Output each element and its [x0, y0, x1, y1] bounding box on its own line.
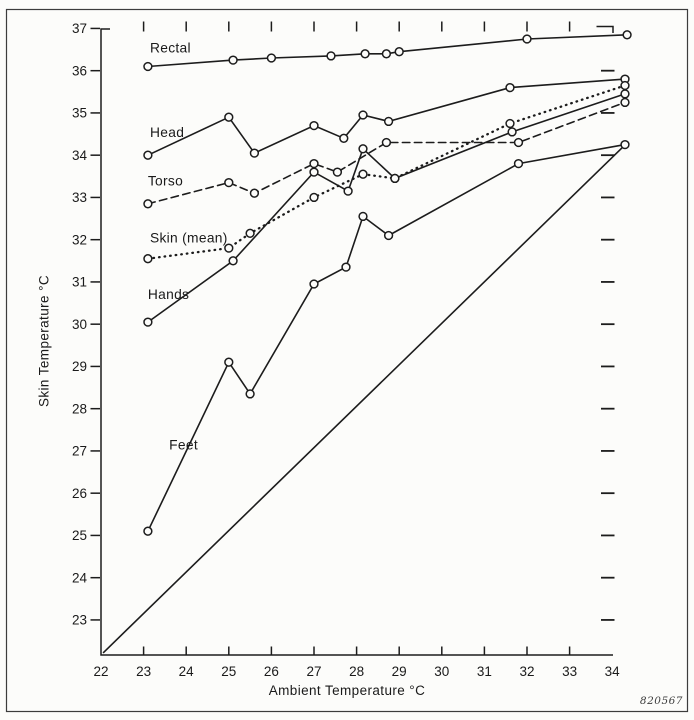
y-tick-label: 36: [71, 63, 87, 79]
data-point-rectal: [383, 50, 391, 58]
data-point-head: [251, 149, 259, 157]
data-point-torso: [515, 139, 523, 147]
curve-label-feet: Feet: [169, 437, 198, 453]
data-point-skin-mean-: [621, 82, 629, 90]
data-point-torso: [144, 200, 152, 208]
data-point-head: [225, 113, 233, 121]
figure-number: 820567: [639, 695, 683, 707]
x-tick-label: 29: [391, 664, 407, 679]
data-point-hands: [229, 257, 237, 265]
top-right-corner-mark: [597, 27, 614, 34]
data-point-feet: [385, 232, 393, 240]
data-point-torso: [621, 99, 629, 107]
data-point-feet: [342, 263, 350, 271]
series-line-feet: [148, 145, 625, 532]
data-point-skin-mean-: [310, 194, 318, 202]
curve-label-hands: Hands: [147, 286, 190, 302]
x-tick-label: 32: [519, 664, 535, 679]
data-point-hands: [508, 128, 516, 136]
curve-label-torso: Torso: [147, 173, 184, 189]
figure-border: [7, 10, 688, 712]
data-point-head: [359, 111, 367, 119]
series-markers: [144, 31, 631, 535]
curve-label-rectal: Rectal: [149, 40, 191, 56]
data-point-rectal: [229, 56, 237, 64]
data-point-hands: [144, 318, 152, 326]
y-tick-label: 29: [71, 359, 87, 375]
curve-label-skin-mean-: Skin (mean): [149, 230, 228, 246]
y-tick-label: 30: [71, 316, 87, 332]
series-line-hands: [148, 94, 625, 322]
x-tick-label: 22: [93, 664, 109, 679]
data-point-skin-mean-: [359, 170, 367, 178]
y-tick-label: 35: [71, 105, 87, 121]
data-point-head: [310, 122, 318, 130]
curve-label-head: Head: [149, 124, 185, 140]
data-point-feet: [310, 280, 318, 288]
x-tick-label: 34: [604, 664, 620, 679]
data-point-feet: [515, 160, 523, 168]
data-point-hands: [310, 168, 318, 176]
data-point-feet: [144, 527, 152, 535]
y-tick-label: 26: [71, 485, 87, 501]
y-tick-label: 25: [71, 528, 87, 544]
y-tick-label: 37: [71, 21, 87, 37]
data-point-head: [340, 134, 348, 142]
tick-labels: [72, 21, 620, 679]
data-point-rectal: [623, 31, 631, 39]
data-point-torso: [383, 139, 391, 147]
data-point-hands: [391, 175, 399, 183]
x-tick-label: 33: [562, 664, 578, 679]
data-point-torso: [225, 179, 233, 187]
y-tick-label: 24: [71, 570, 87, 586]
x-tick-label: 26: [263, 664, 279, 679]
data-point-hands: [344, 187, 352, 195]
data-point-skin-mean-: [144, 255, 152, 263]
data-point-hands: [359, 145, 367, 153]
data-point-rectal: [268, 54, 276, 62]
data-point-head: [144, 151, 152, 159]
y-axis-title: Skin Temperature °C: [36, 274, 52, 408]
data-point-hands: [621, 90, 629, 98]
y-tick-label: 23: [71, 612, 87, 628]
data-point-torso: [310, 160, 318, 168]
y-tick-label: 33: [71, 190, 87, 206]
data-point-feet: [225, 358, 233, 366]
y-tick-label: 34: [71, 147, 87, 163]
data-point-torso: [251, 189, 259, 197]
data-point-feet: [359, 213, 367, 221]
data-point-rectal: [361, 50, 369, 58]
x-tick-label: 30: [434, 664, 450, 679]
x-tick-label: 28: [349, 664, 365, 679]
y-tick-label: 31: [71, 274, 87, 290]
x-tick-label: 31: [476, 664, 492, 679]
x-tick-label: 24: [178, 664, 194, 679]
right-tick-marks: [601, 71, 615, 620]
y-tick-label: 27: [71, 443, 87, 459]
data-point-head: [506, 84, 514, 92]
data-point-torso: [334, 168, 342, 176]
data-point-feet: [246, 390, 254, 398]
data-point-rectal: [327, 52, 335, 60]
y-tick-label: 32: [71, 232, 87, 248]
x-tick-label: 25: [221, 664, 237, 679]
data-point-rectal: [523, 35, 531, 43]
y-tick-label: 28: [71, 401, 87, 417]
x-tick-label: 23: [136, 664, 152, 679]
data-point-rectal: [395, 48, 403, 56]
data-point-rectal: [144, 63, 152, 71]
data-point-head: [385, 118, 393, 126]
data-point-feet: [621, 141, 629, 149]
x-axis-title: Ambient Temperature °C: [268, 683, 426, 698]
data-point-skin-mean-: [506, 120, 514, 128]
data-point-skin-mean-: [246, 229, 254, 237]
x-tick-label: 27: [306, 664, 322, 679]
